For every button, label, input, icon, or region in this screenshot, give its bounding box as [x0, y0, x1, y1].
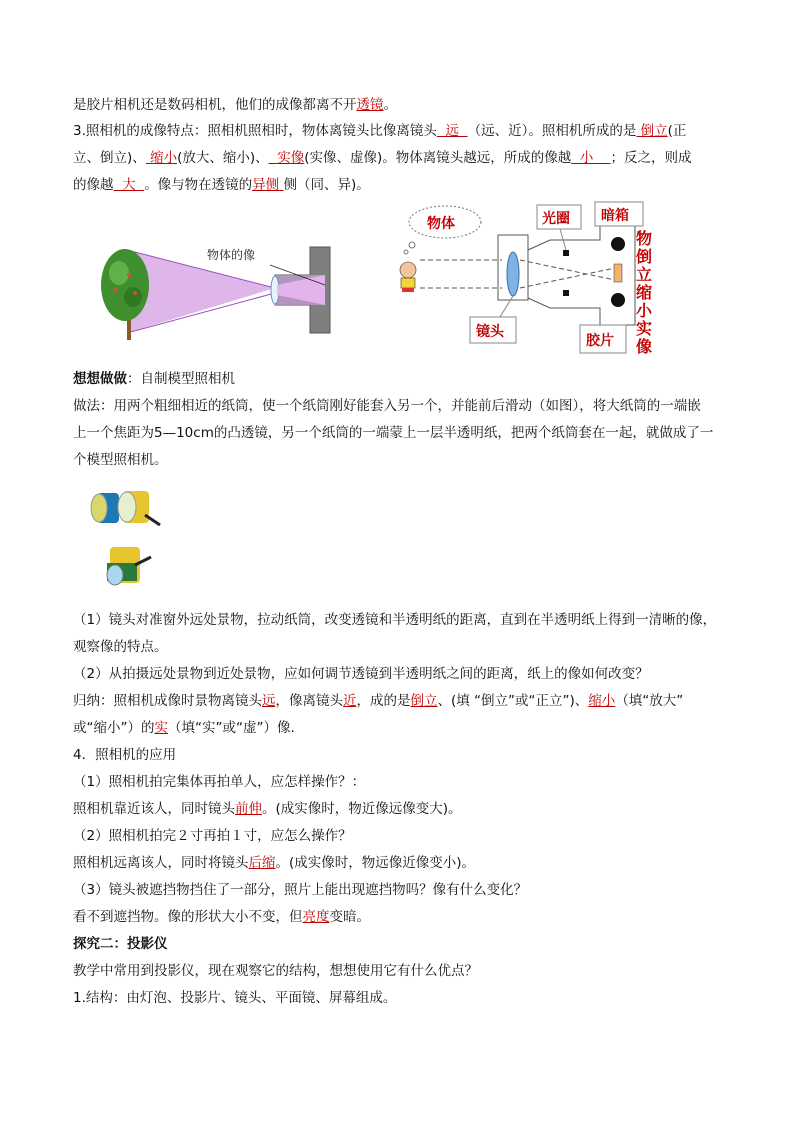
paragraph-step-1b: 观察像的特点。 — [73, 639, 168, 655]
tubes-separated-icon — [91, 491, 160, 525]
section-heading-diy: 想想做做：自制模型照相机 — [73, 371, 235, 387]
paragraph-summary-1: 归纳：照相机成像时景物离镜头远，像离镜头近，成的是倒立、(填 “倒立”或“正立”)、缩小（填“放大” — [73, 693, 684, 709]
darkbox-label: 暗箱 — [601, 208, 629, 224]
svg-text:立: 立 — [636, 265, 653, 284]
answer-inverted-2: 倒立 — [410, 693, 438, 709]
svg-text:倒: 倒 — [636, 247, 653, 266]
camera-structure-diagram — [390, 200, 665, 360]
paragraph-intro: 是胶片相机还是数码相机，他们的成像都离不开透镜。 — [73, 97, 397, 113]
answer-line-1: 照相机靠近该人，同时镜头前伸。(成实像时，物近像远像变大)。 — [73, 801, 462, 817]
svg-text:像: 像 — [636, 337, 653, 356]
answer-far: 远 — [445, 123, 459, 139]
question-1: （1）照相机拍完集体再拍单人，应怎样操作？： — [73, 774, 366, 790]
object-image-label: 物体的像 — [207, 248, 256, 262]
answer-smaller-2: 缩小 — [588, 693, 616, 709]
svg-text:小: 小 — [636, 301, 653, 320]
film-label: 胶片 — [586, 333, 614, 349]
paragraph-step-2: （2）从拍摄远处景物到近处景物，应如何调节透镜到半透明纸之间的距离，纸上的像如何改变？ — [73, 666, 649, 682]
section-heading-projector: 探究二：投影仪 — [73, 936, 168, 952]
answer-real: 实 — [154, 720, 168, 736]
paper-tube-camera-figure — [85, 485, 175, 595]
svg-text:物: 物 — [636, 229, 653, 248]
answer-large: 大 — [122, 177, 136, 193]
svg-text:缩: 缩 — [636, 283, 653, 302]
paragraph-projector-structure: 1.结构：由灯泡、投影片、镜头、平面镜、屏幕组成。 — [73, 990, 397, 1006]
paragraph-method-2: 上一个焦距为5—10cm的凸透镜，另一个纸筒的一端蒙上一层半透明纸，把两个纸筒套在一起，就做成了一 — [73, 425, 714, 441]
lens-label: 镜头 — [476, 324, 504, 340]
object-label: 物体 — [427, 216, 455, 232]
paragraph-camera-features-3: 的像越 大 。像与物在透镜的异侧 侧（同、异)。 — [73, 177, 370, 193]
answer-line-3: 看不到遮挡物。像的形状大小不变，但亮度变暗。 — [73, 909, 370, 925]
inverted-image-icon — [614, 264, 622, 282]
answer-line-2: 照相机远离该人，同时将镜头后缩。(成实像时，物远像近像变小)。 — [73, 855, 476, 871]
answer-far-2: 远 — [262, 693, 276, 709]
answer-opposite-side: 异侧 — [252, 177, 280, 193]
paragraph-projector-intro: 教学中常用到投影仪，现在观察它的结构，想想使用它有什么优点？ — [73, 963, 478, 979]
camera-imaging-figure — [95, 235, 335, 345]
tubes-assembled-icon — [107, 547, 151, 585]
aperture-bottom — [563, 290, 569, 296]
lens-icon — [507, 252, 519, 296]
aperture-top — [563, 250, 569, 256]
light-cone — [127, 250, 275, 333]
person-icon — [400, 262, 416, 278]
answer-brightness: 亮度 — [302, 909, 330, 925]
paragraph-step-1a: （1）镜头对准窗外远处景物，拉动纸筒，改变透镜和半透明纸的距离，直到在半透明纸上得到一清晰的像， — [73, 612, 717, 628]
aperture-label: 光圈 — [542, 211, 570, 227]
answer-extend: 前伸 — [235, 801, 262, 817]
paragraph-method-1: 做法：用两个粗细相近的纸筒，使一个纸筒刚好能套入另一个，并能前后滑动（如图），将大纸筒的一端嵌 — [73, 398, 701, 414]
answer-near: 近 — [343, 693, 357, 709]
answer-small: 小 — [579, 150, 594, 166]
film-dot-top — [611, 237, 625, 251]
tree-icon — [101, 249, 149, 321]
question-3: （3）镜头被遮挡物挡住了一部分，照片上能出现遮挡物吗？像有什么变化？ — [73, 882, 528, 898]
answer-real-image: 实像 — [277, 150, 305, 166]
answer-lens: 透镜 — [356, 97, 384, 113]
answer-smaller: 缩小 — [150, 150, 178, 166]
paragraph-summary-2: 或“缩小”）的实（填“实”或“虚”）像. — [73, 720, 295, 736]
answer-inverted: 倒立 — [640, 123, 668, 139]
paragraph-camera-features-2: 立、倒立)、 缩小(放大、缩小)、 实像(实像、虚像)。物体离镜头越远，所成的像越 小 ；反之，则成 — [73, 150, 692, 166]
answer-retract: 后缩 — [248, 855, 276, 871]
paragraph-camera-features-1: 3.照相机的成像特点：照相机照相时，物体离镜头比像离镜头 远 （远、近）。照相机所成的是 倒立(正 — [73, 123, 687, 139]
question-2: （2）照相机拍完２寸再拍１寸，应怎么操作？ — [73, 828, 352, 844]
paragraph-method-3: 个模型照相机。 — [73, 452, 168, 468]
section-heading-applications: 4．照相机的应用 — [73, 747, 177, 763]
film-dot-bottom — [611, 293, 625, 307]
svg-text:实: 实 — [636, 319, 653, 338]
inverted-real-image-text — [636, 229, 653, 356]
